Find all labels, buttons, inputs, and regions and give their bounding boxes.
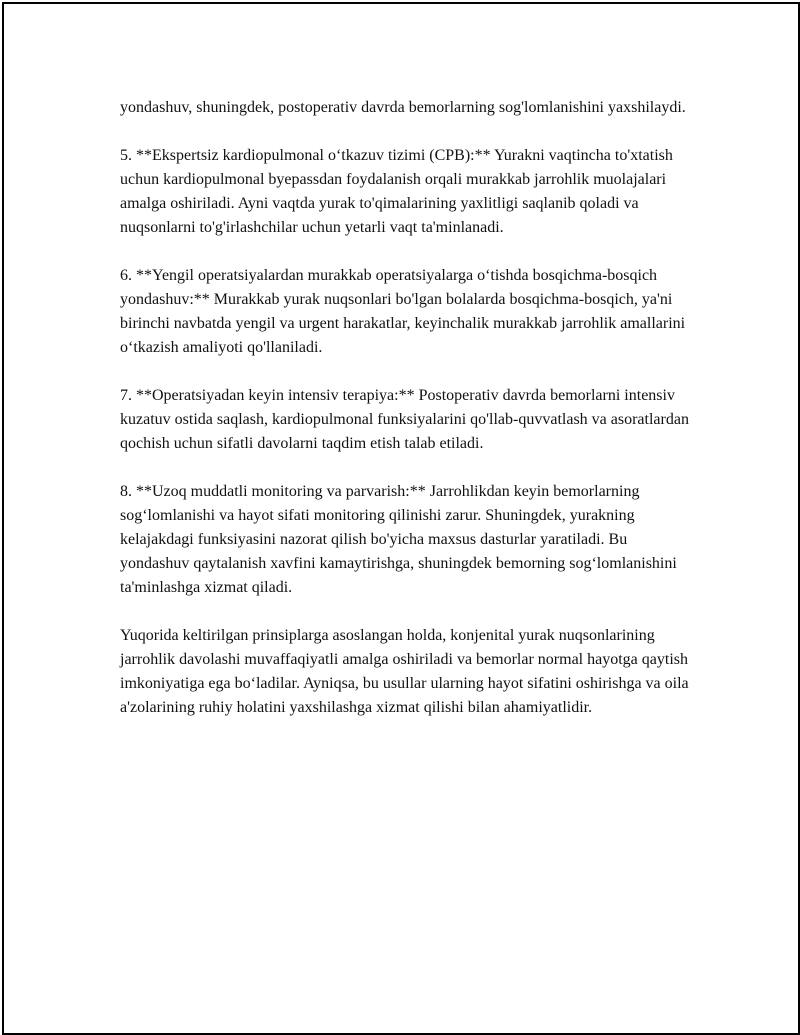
paragraph-continuation: yondashuv, shuningdek, postoperativ davrda bemorlarning sog'lomlanishini yaxshilaydi. [120,99,686,116]
paragraph-item-6: 6. **Yengil operatsiyalardan murakkab operatsiyalarga o‘tishda bosqichma-bosqich yondashuv:** Murakkab yurak nuqsonlari bo'lgan bolalarda bosqichma-bosqich, ya'ni birinchi navbatda yengil va urgent harakatlar, keyinchalik murakkab jarrohlik amallarini o‘tkazish amaliyoti qo'llaniladi. [120,267,686,356]
paragraph-item-8: 8. **Uzoq muddatli monitoring va parvarish:** Jarrohlikdan keyin bemorlarning sog‘lomlanishi va hayot sifati monitoring qilinishi zarur. Shuningdek, yurakning kelajakdagi funksiyasini nazorat qilish bo'yicha maxsus dasturlar yaratiladi. Bu yondashuv qaytalanish xavfini kamaytirishga, shuningdek bemorning sog‘lomlanishini ta'minlashga xizmat qiladi. [120,483,677,596]
page-frame [2,2,800,1035]
paragraph-item-7: 7. **Operatsiyadan keyin intensiv terapiya:** Postoperativ davrda bemorlarni intensiv kuzatuv ostida saqlash, kardiopulmonal funksiyalarini qo'llab-quvvatlash va asoratlardan qochish uchun sifatli davolarni taqdim etish talab etiladi. [120,387,689,452]
paragraph-item-5: 5. **Ekspertsiz kardiopulmonal o‘tkazuv tizimi (CPB):** Yurakni vaqtincha to'xtatish uchun kardiopulmonal byepassdan foydalanish orqali murakkab jarrohlik muolajalari amalga oshiriladi. Ayni vaqtda yurak to'qimalarining yaxlitligi saqlanib qoladi va nuqsonlarni to'g'irlashchilar uchun yetarli vaqt ta'minlanadi. [120,147,673,236]
paragraph-conclusion: Yuqorida keltirilgan prinsiplarga asoslangan holda, konjenital yurak nuqsonlarining jarrohlik davolashi muvaffaqiyatli amalga oshiriladi va bemorlar normal hayotga qaytish imkoniyatiga ega bo‘ladilar. Ayniqsa, bu usullar ularning hayot sifatini oshirishga va oila a'zolarining ruhiy holatini yaxshilashga xizmat qilishi bilan ahamiyatlidir. [120,627,689,716]
page-content [120,96,692,744]
